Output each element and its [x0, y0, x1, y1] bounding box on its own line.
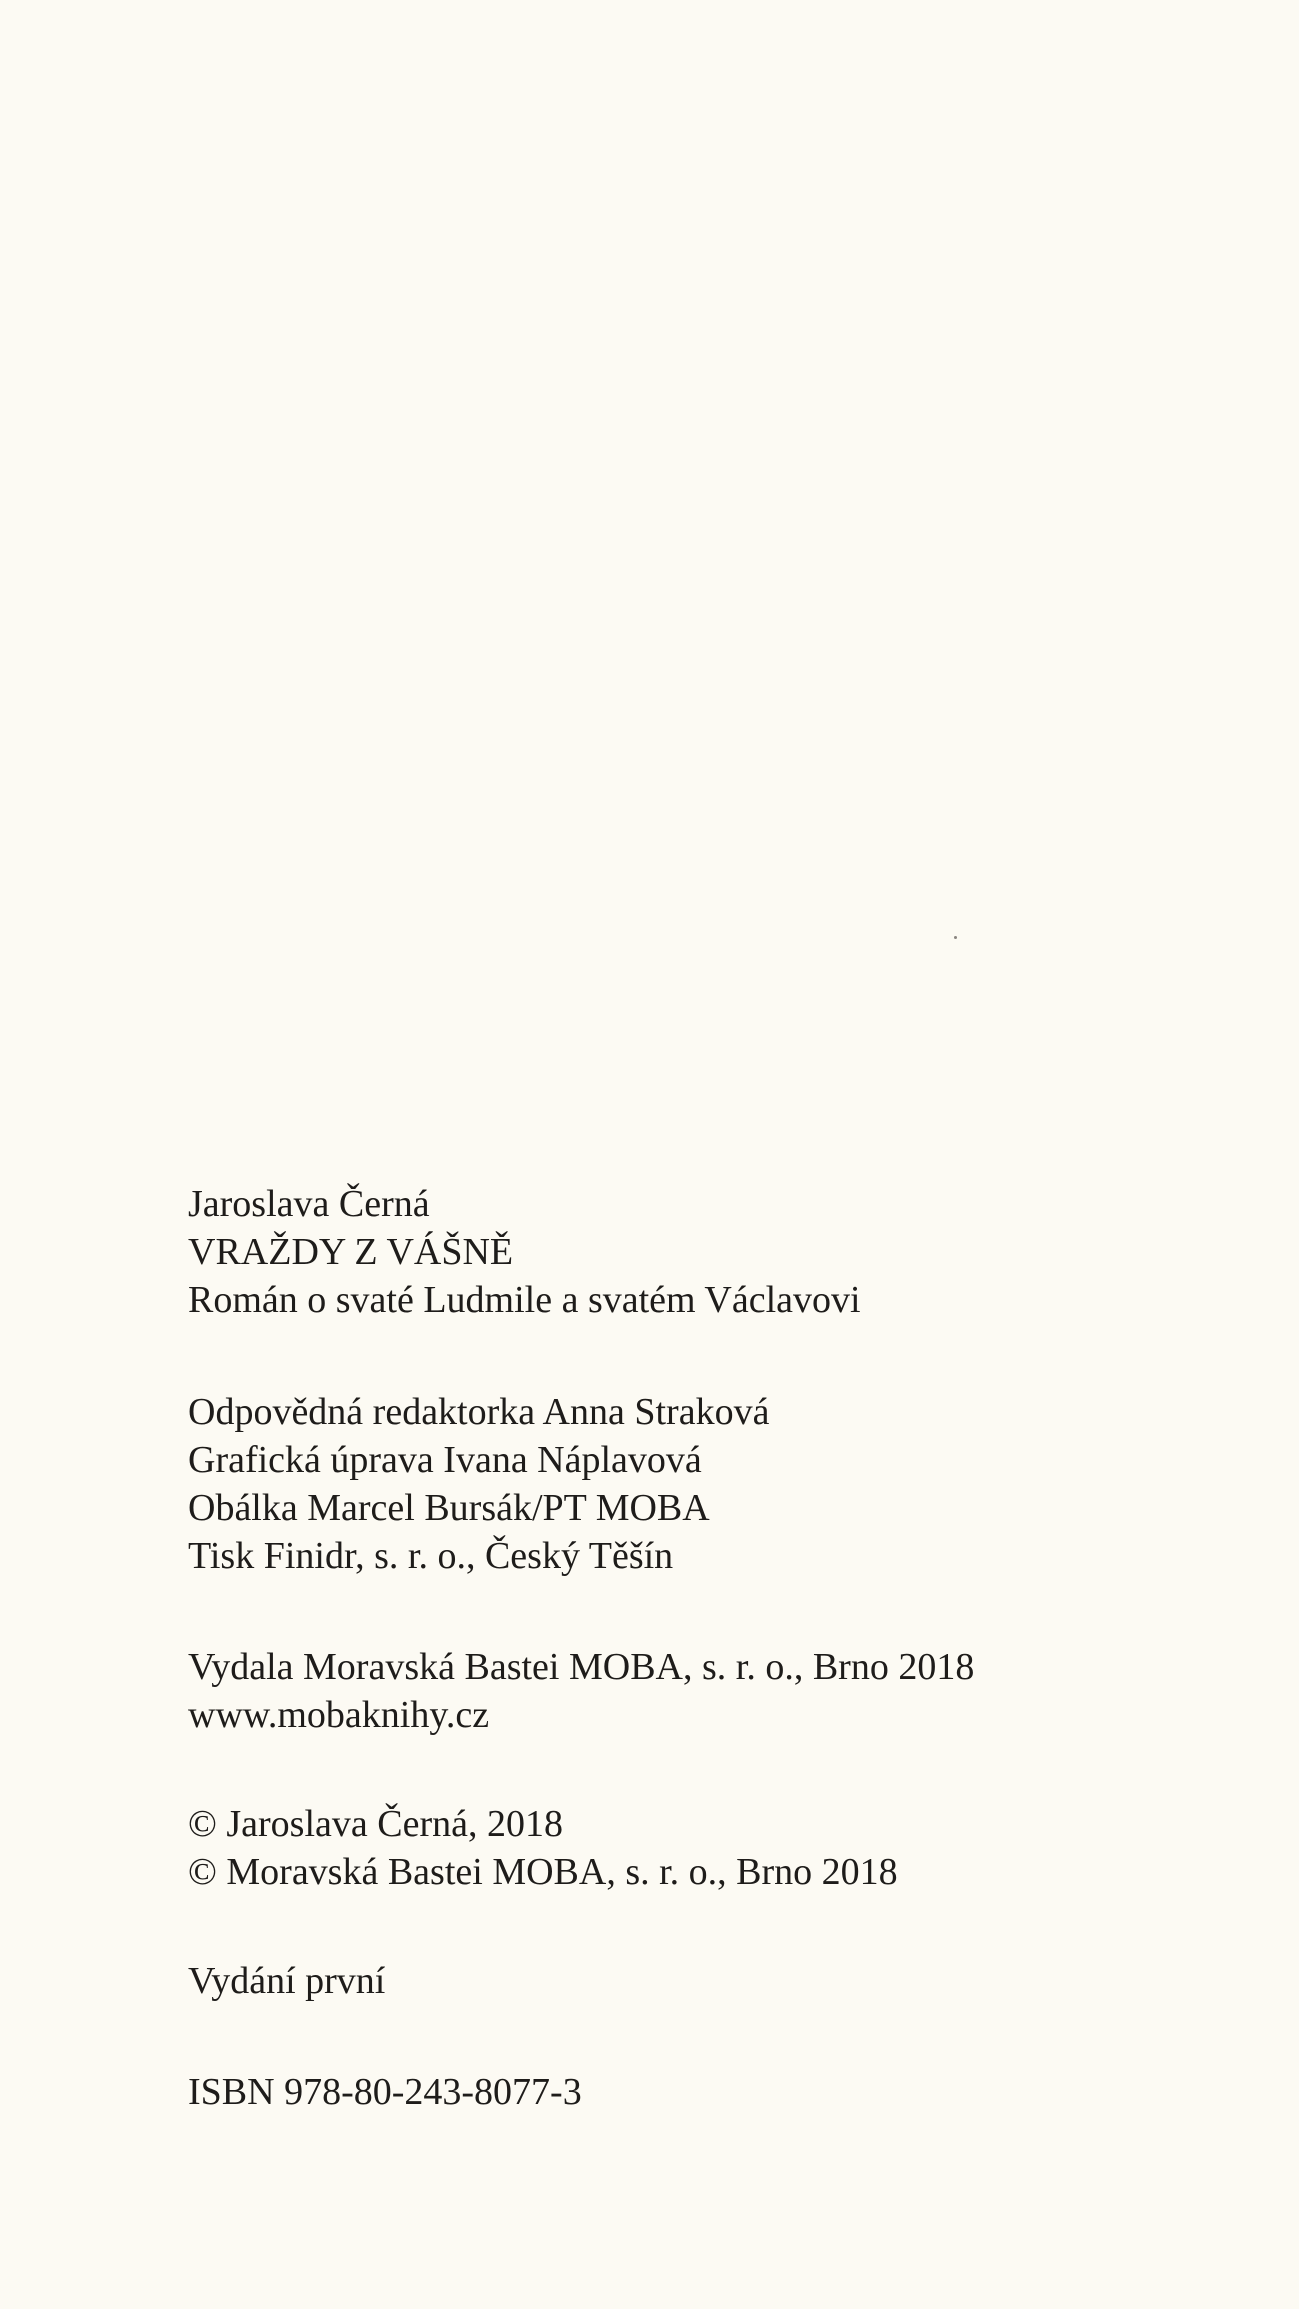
copyright-author: © Jaroslava Černá, 2018	[188, 1803, 563, 1845]
paper-speck	[954, 936, 957, 939]
cover-credit: Obálka Marcel Bursák/PT MOBA	[188, 1487, 710, 1529]
edition-note: Vydání první	[188, 1960, 386, 2002]
isbn-number: ISBN 978-80-243-8077-3	[188, 2071, 582, 2113]
layout-credit: Grafická úprava Ivana Náplavová	[188, 1439, 702, 1481]
print-credit: Tisk Finidr, s. r. o., Český Těšín	[188, 1535, 674, 1577]
author-name: Jaroslava Černá	[188, 1183, 430, 1225]
book-subtitle: Román o svaté Ludmile a svatém Václavovi	[188, 1279, 861, 1321]
copyright-publisher: © Moravská Bastei MOBA, s. r. o., Brno 2018	[188, 1851, 898, 1893]
editor-credit: Odpovědná redaktorka Anna Straková	[188, 1391, 770, 1433]
website-link: www.mobaknihy.cz	[188, 1694, 490, 1736]
book-title: VRAŽDY Z VÁŠNĚ	[188, 1231, 514, 1273]
publisher-line: Vydala Moravská Bastei MOBA, s. r. o., Brno 2018	[188, 1646, 975, 1688]
